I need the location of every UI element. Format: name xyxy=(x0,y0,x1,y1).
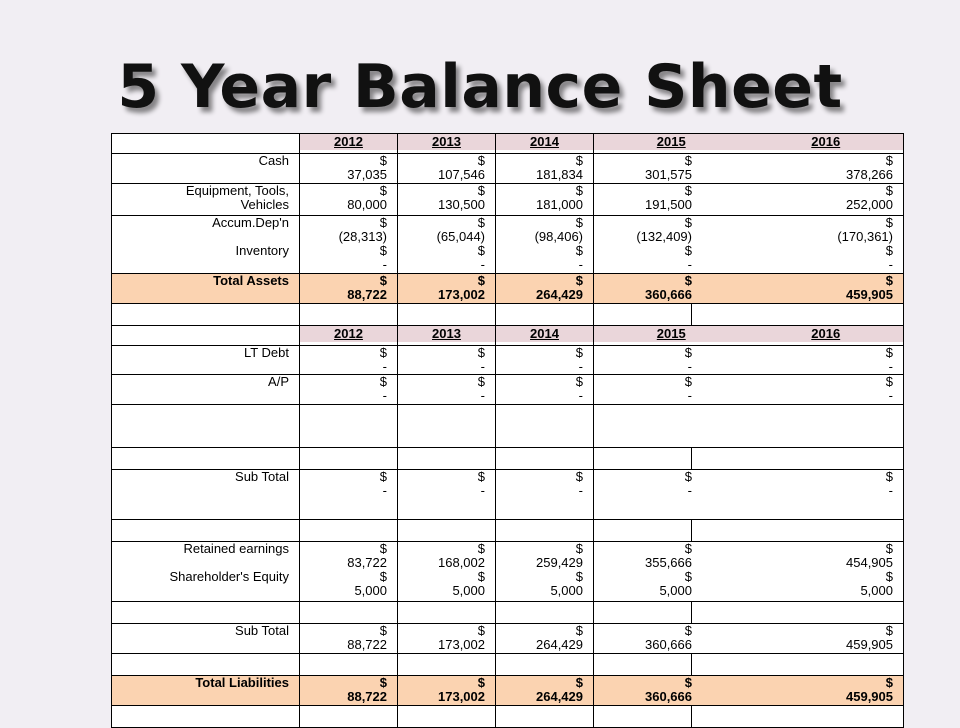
value-cell xyxy=(300,375,398,405)
currency-symbol: $ xyxy=(885,273,893,288)
value: 264,429 xyxy=(536,287,583,302)
row-label: Inventory xyxy=(235,243,289,258)
value-cell xyxy=(496,154,594,184)
table-row xyxy=(112,624,904,654)
currency-symbol: $ xyxy=(885,183,893,198)
value: - xyxy=(888,483,893,498)
value-cell xyxy=(300,274,398,304)
currency-symbol: $ xyxy=(684,623,692,638)
currency-symbol: $ xyxy=(379,374,387,389)
table-row xyxy=(112,654,904,676)
year-header: 2012 xyxy=(300,326,397,342)
value: 360,666 xyxy=(645,689,692,704)
table-row xyxy=(112,184,904,216)
empty-cell xyxy=(112,520,300,542)
value-cell xyxy=(594,184,904,216)
header-spacer xyxy=(112,134,300,154)
empty-cell xyxy=(112,405,300,448)
empty-cell xyxy=(398,706,496,728)
value: 459,905 xyxy=(846,689,893,704)
currency-symbol: $ xyxy=(885,153,893,168)
value: 83,722 xyxy=(347,555,387,570)
value-cell xyxy=(398,216,496,274)
value: 37,035 xyxy=(347,167,387,182)
currency-symbol: $ xyxy=(885,469,893,484)
empty-cell xyxy=(300,448,398,470)
currency-symbol: $ xyxy=(885,675,893,690)
currency-symbol: $ xyxy=(477,153,485,168)
value: - xyxy=(382,388,387,403)
value: 360,666 xyxy=(645,637,692,652)
value: 107,546 xyxy=(438,167,485,182)
empty-cell xyxy=(594,304,692,326)
value: 459,905 xyxy=(846,287,893,302)
value: 5,000 xyxy=(354,583,387,598)
empty-cell xyxy=(692,448,904,470)
table-row xyxy=(112,405,904,448)
value: 252,000 xyxy=(846,197,893,212)
currency-symbol: $ xyxy=(684,243,692,258)
value-cell xyxy=(398,542,496,602)
value: (28,313) xyxy=(338,229,387,244)
value-cell xyxy=(398,676,496,706)
value-cell xyxy=(496,346,594,375)
table-row xyxy=(112,274,904,304)
value: 454,905 xyxy=(846,555,893,570)
row-label: Retained earnings xyxy=(183,541,289,556)
empty-cell xyxy=(398,654,496,676)
row-label: Total Assets xyxy=(112,274,300,304)
year-header: 2014 xyxy=(496,326,593,342)
row-label: Accum.Dep'n xyxy=(212,215,289,230)
empty-cell xyxy=(692,304,904,326)
value: - xyxy=(578,388,583,403)
empty-cell xyxy=(692,602,904,624)
value-cell xyxy=(496,470,594,520)
value-cell xyxy=(398,375,496,405)
currency-symbol: $ xyxy=(684,469,692,484)
value-cell xyxy=(496,375,594,405)
value: - xyxy=(687,257,692,272)
empty-cell xyxy=(112,448,300,470)
year-header: 2013 xyxy=(398,326,495,342)
value-cell xyxy=(398,346,496,375)
value-cell xyxy=(594,470,904,520)
currency-symbol: $ xyxy=(379,215,387,230)
value: 264,429 xyxy=(536,637,583,652)
empty-cell xyxy=(112,304,300,326)
currency-symbol: $ xyxy=(477,345,485,360)
empty-cell xyxy=(398,520,496,542)
year-header: 2016 xyxy=(749,134,904,150)
row-label-group xyxy=(112,216,300,274)
empty-cell xyxy=(594,405,904,448)
value-cell xyxy=(594,274,904,304)
empty-cell xyxy=(112,706,300,728)
empty-cell xyxy=(594,706,692,728)
empty-cell xyxy=(692,706,904,728)
value: 173,002 xyxy=(438,287,485,302)
currency-symbol: $ xyxy=(575,541,583,556)
value-cell xyxy=(594,624,904,654)
page-title: 5 Year Balance Sheet xyxy=(117,52,843,122)
currency-symbol: $ xyxy=(477,243,485,258)
value: 88,722 xyxy=(347,689,387,704)
value: (98,406) xyxy=(534,229,583,244)
empty-cell xyxy=(300,654,398,676)
currency-symbol: $ xyxy=(575,153,583,168)
value: 80,000 xyxy=(347,197,387,212)
value-cell xyxy=(398,274,496,304)
currency-symbol: $ xyxy=(885,243,893,258)
value: 168,002 xyxy=(438,555,485,570)
value: 88,722 xyxy=(347,637,387,652)
table-row xyxy=(112,154,904,184)
value-cell xyxy=(398,624,496,654)
table-row xyxy=(112,706,904,728)
value-cell xyxy=(594,346,904,375)
row-label: Cash xyxy=(112,154,300,184)
value-cell xyxy=(594,542,904,602)
value: 5,000 xyxy=(659,583,692,598)
value: 5,000 xyxy=(550,583,583,598)
currency-symbol: $ xyxy=(379,469,387,484)
empty-cell xyxy=(398,602,496,624)
currency-symbol: $ xyxy=(477,469,485,484)
value: - xyxy=(480,388,485,403)
currency-symbol: $ xyxy=(885,345,893,360)
currency-symbol: $ xyxy=(575,243,583,258)
empty-cell xyxy=(496,706,594,728)
value: - xyxy=(578,483,583,498)
value-cell xyxy=(300,184,398,216)
year-header: 2016 xyxy=(749,326,904,342)
value-cell xyxy=(594,375,904,405)
year-header: 2015 xyxy=(594,134,749,150)
value: 181,000 xyxy=(536,197,583,212)
currency-symbol: $ xyxy=(684,273,692,288)
row-label: LT Debt xyxy=(112,346,300,375)
value-cell xyxy=(496,216,594,274)
value: (65,044) xyxy=(436,229,485,244)
value: - xyxy=(888,359,893,374)
value: 88,722 xyxy=(347,287,387,302)
value: - xyxy=(382,483,387,498)
table-row xyxy=(112,134,904,154)
table-row xyxy=(112,602,904,624)
value-cell xyxy=(398,154,496,184)
table-row xyxy=(112,326,904,346)
header-spacer xyxy=(112,326,300,346)
value-cell xyxy=(300,216,398,274)
empty-cell xyxy=(300,405,398,448)
currency-symbol: $ xyxy=(477,273,485,288)
value: 181,834 xyxy=(536,167,583,182)
empty-cell xyxy=(594,448,692,470)
currency-symbol: $ xyxy=(575,345,583,360)
currency-symbol: $ xyxy=(379,569,387,584)
empty-cell xyxy=(594,654,692,676)
empty-cell xyxy=(496,405,594,448)
currency-symbol: $ xyxy=(477,374,485,389)
currency-symbol: $ xyxy=(379,345,387,360)
currency-symbol: $ xyxy=(379,243,387,258)
currency-symbol: $ xyxy=(684,183,692,198)
row-label: Equipment, Tools, Vehicles xyxy=(112,184,300,216)
empty-cell xyxy=(300,602,398,624)
value-cell xyxy=(594,676,904,706)
currency-symbol: $ xyxy=(684,374,692,389)
currency-symbol: $ xyxy=(885,541,893,556)
row-label: Total Liabilities xyxy=(112,676,300,706)
value: - xyxy=(480,359,485,374)
value: - xyxy=(888,257,893,272)
currency-symbol: $ xyxy=(684,153,692,168)
currency-symbol: $ xyxy=(379,541,387,556)
empty-cell xyxy=(398,405,496,448)
value-cell xyxy=(496,542,594,602)
year-header: 2014 xyxy=(496,134,593,150)
currency-symbol: $ xyxy=(379,273,387,288)
currency-symbol: $ xyxy=(379,675,387,690)
currency-symbol: $ xyxy=(885,215,893,230)
table-row xyxy=(112,676,904,706)
table-row xyxy=(112,470,904,520)
empty-cell xyxy=(398,448,496,470)
value-cell xyxy=(398,470,496,520)
row-label-group xyxy=(112,542,300,602)
empty-cell xyxy=(496,654,594,676)
value: 301,575 xyxy=(645,167,692,182)
empty-cell xyxy=(300,706,398,728)
table-row xyxy=(112,542,904,602)
value: - xyxy=(382,257,387,272)
empty-cell xyxy=(496,304,594,326)
currency-symbol: $ xyxy=(575,623,583,638)
value-cell xyxy=(594,216,904,274)
value-cell xyxy=(496,184,594,216)
value: - xyxy=(480,483,485,498)
value: - xyxy=(480,257,485,272)
currency-symbol: $ xyxy=(379,183,387,198)
value-cell xyxy=(300,676,398,706)
empty-cell xyxy=(300,520,398,542)
value: - xyxy=(578,257,583,272)
currency-symbol: $ xyxy=(575,273,583,288)
table-row xyxy=(112,346,904,375)
currency-symbol: $ xyxy=(575,215,583,230)
value: 355,666 xyxy=(645,555,692,570)
balance-sheet-table xyxy=(111,133,904,728)
value-cell xyxy=(300,542,398,602)
row-label: A/P xyxy=(112,375,300,405)
table-row xyxy=(112,375,904,405)
currency-symbol: $ xyxy=(379,623,387,638)
value: 173,002 xyxy=(438,689,485,704)
currency-symbol: $ xyxy=(684,675,692,690)
value-cell xyxy=(300,470,398,520)
currency-symbol: $ xyxy=(575,569,583,584)
value: - xyxy=(687,388,692,403)
table-row xyxy=(112,448,904,470)
value: 360,666 xyxy=(645,287,692,302)
table-row xyxy=(112,520,904,542)
currency-symbol: $ xyxy=(575,675,583,690)
value-cell xyxy=(300,346,398,375)
empty-cell xyxy=(112,602,300,624)
value-cell xyxy=(300,624,398,654)
currency-symbol: $ xyxy=(477,623,485,638)
row-label: Shareholder's Equity xyxy=(169,569,289,584)
value: 264,429 xyxy=(536,689,583,704)
year-header: 2015 xyxy=(594,326,749,342)
value: 459,905 xyxy=(846,637,893,652)
empty-cell xyxy=(300,304,398,326)
value: 173,002 xyxy=(438,637,485,652)
currency-symbol: $ xyxy=(885,623,893,638)
value-cell xyxy=(398,184,496,216)
currency-symbol: $ xyxy=(684,541,692,556)
value: 5,000 xyxy=(452,583,485,598)
table-row xyxy=(112,304,904,326)
value: - xyxy=(888,388,893,403)
currency-symbol: $ xyxy=(684,569,692,584)
value-cell xyxy=(594,154,904,184)
value-cell xyxy=(496,274,594,304)
value: - xyxy=(687,359,692,374)
year-header: 2013 xyxy=(398,134,495,150)
value: 378,266 xyxy=(846,167,893,182)
empty-cell xyxy=(496,520,594,542)
currency-symbol: $ xyxy=(477,183,485,198)
currency-symbol: $ xyxy=(379,153,387,168)
value: 259,429 xyxy=(536,555,583,570)
value: 5,000 xyxy=(860,583,893,598)
empty-cell xyxy=(594,520,692,542)
empty-cell xyxy=(692,520,904,542)
value-cell xyxy=(496,676,594,706)
value: (132,409) xyxy=(636,229,692,244)
currency-symbol: $ xyxy=(477,215,485,230)
currency-symbol: $ xyxy=(575,469,583,484)
currency-symbol: $ xyxy=(477,675,485,690)
row-label: Sub Total xyxy=(112,470,300,520)
empty-cell xyxy=(692,654,904,676)
empty-cell xyxy=(496,602,594,624)
currency-symbol: $ xyxy=(477,541,485,556)
value-cell xyxy=(496,624,594,654)
year-header: 2012 xyxy=(300,134,397,150)
empty-cell xyxy=(496,448,594,470)
currency-symbol: $ xyxy=(575,183,583,198)
value: 130,500 xyxy=(438,197,485,212)
empty-cell xyxy=(594,602,692,624)
table-row xyxy=(112,216,904,274)
currency-symbol: $ xyxy=(684,345,692,360)
empty-cell xyxy=(398,304,496,326)
value: - xyxy=(578,359,583,374)
currency-symbol: $ xyxy=(885,569,893,584)
currency-symbol: $ xyxy=(575,374,583,389)
currency-symbol: $ xyxy=(885,374,893,389)
value: 191,500 xyxy=(645,197,692,212)
empty-cell xyxy=(112,654,300,676)
value-cell xyxy=(300,154,398,184)
value: - xyxy=(687,483,692,498)
value: - xyxy=(382,359,387,374)
value: (170,361) xyxy=(837,229,893,244)
currency-symbol: $ xyxy=(477,569,485,584)
row-label: Sub Total xyxy=(112,624,300,654)
currency-symbol: $ xyxy=(684,215,692,230)
